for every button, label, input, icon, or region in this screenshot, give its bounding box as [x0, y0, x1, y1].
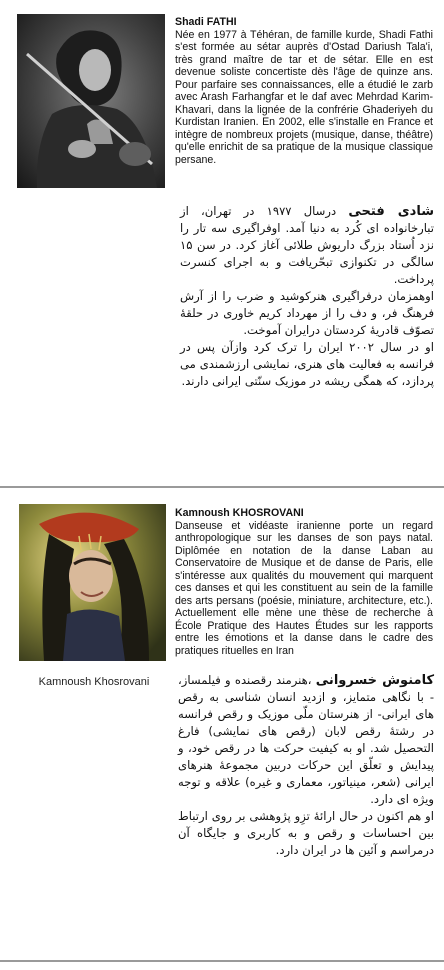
french-bio	[175, 16, 433, 166]
portrait-image	[17, 14, 165, 188]
portrait-photo-kamnoush-khosrovani	[19, 504, 166, 661]
artist-section-kamnoush-khosrovani	[0, 490, 444, 962]
bio-text-fa-1: درسال ۱۹۷۷ در تهران، از تبارخانواده ای کُرد به دنیا آمد. اوفراگیری سه تار را نزد اُستاد بزرگ داریوش طلائی آغاز کرد. در سن ۱۵ سالگی در تکنوازی تبحّریافت و به اجرای کنسرت پرداخت.	[180, 204, 434, 286]
bio-text-fa-1: ،هنرمند رقصنده و فیلمساز، - با نگاهی متمایز، و ازدید انسان شناسی به رقص های ایرانی- از هنرستان ملّی موزیک و رقص فرانسه در رشتهٔ رقص لابان (رقص های نمایشی) فارغ التحصیل شد. او به کیفیت حرکت ها در رقص خود، و پیدایش و تعلّق این حرکات دربین مجموعهٔ هنرهای ایرانی (شعر، مینیاتور، معماری و غیره) علاقه و توجه ویژه ای دارد.	[178, 673, 434, 806]
artist-name-fa: شادی فتحی	[348, 204, 435, 219]
bio-text-fr: Née en 1977 à Téhéran, de famille kurde, Shadi Fathi s'est formée au sétar auprès d'Ostad Dariush Tala'i, très grand maître de tar et de sétar. Elle en est devenue soliste concertiste dès l'âge de quinze ans. Pour parfaire ses connaissances, elle a étudié le zarb avec Arash Farhangfar et le daf avec Mehrdad Karim-Khavari, dans la lignée de la confrérie Ghaderiyeh du Kurdistan Iranien. En 2002, elle s'installe en France et intègre de nombreux projets (musique, danse, théâtre) qu'elle enrichit de sa pratique de la musique classique persane.	[175, 28, 433, 166]
bio-text-fr: Danseuse et vidéaste iranienne porte un regard anthropologique sur les danses de son pays natal. Diplômée en notation de la danse Laban au Conservatoire de Musique et de danse de Paris, elle s'intéresse aux qualités du mouvement qui marquent ces danses et qui les constituent au sein de la famille des arts persans (poésie, miniature, architecture, etc.). Actuellement elle mène une thèse de recherche à École Pratique des Hautes Études sur les rapports entre les émotions et la danse dans le cadre des pratiques rituelles en Iran	[175, 519, 433, 657]
bio-text-fa-2: او هم اکنون در حال ارائهٔ تزِو پژوهشی بر روی ارتباط بین احساسات و رقص و به کاربری و جایگاه آن درمراسم و آئین ها در ایران دارد.	[178, 809, 434, 857]
artist-name-fr: Kamnoush KHOSROVANI	[175, 507, 304, 519]
photo-caption: Kamnoush Khosrovani	[38, 676, 150, 688]
french-bio	[175, 507, 433, 657]
portrait-image	[19, 504, 166, 661]
persian-bio	[178, 672, 434, 859]
bio-text-fa-2: اوهمزمان درفراگیری هنرکوشید و ضرب را از آرش فرهنگ فر، و دف را از مهرداد کریم خاوری در حلقهٔ تصوّف قادریهٔ کردستان درایران آموخت.	[180, 289, 434, 337]
bio-text-fa-3: او در سال ۲۰۰۲ ایران را ترک کرد وازآن پس در فرانسه به فعالیت های هنری، نمایشی ارزشمندی می پردازد، که همگی ریشه در موزیک سنّتی ایرانی دارند.	[180, 340, 434, 388]
artist-name-fa: کامنوش خسروانی	[315, 673, 435, 688]
portrait-photo-shadi-fathi	[17, 14, 165, 188]
artist-name-fr: Shadi FATHI	[175, 16, 237, 28]
persian-paragraph	[180, 203, 434, 288]
persian-paragraph	[178, 672, 434, 808]
persian-bio	[180, 203, 434, 390]
